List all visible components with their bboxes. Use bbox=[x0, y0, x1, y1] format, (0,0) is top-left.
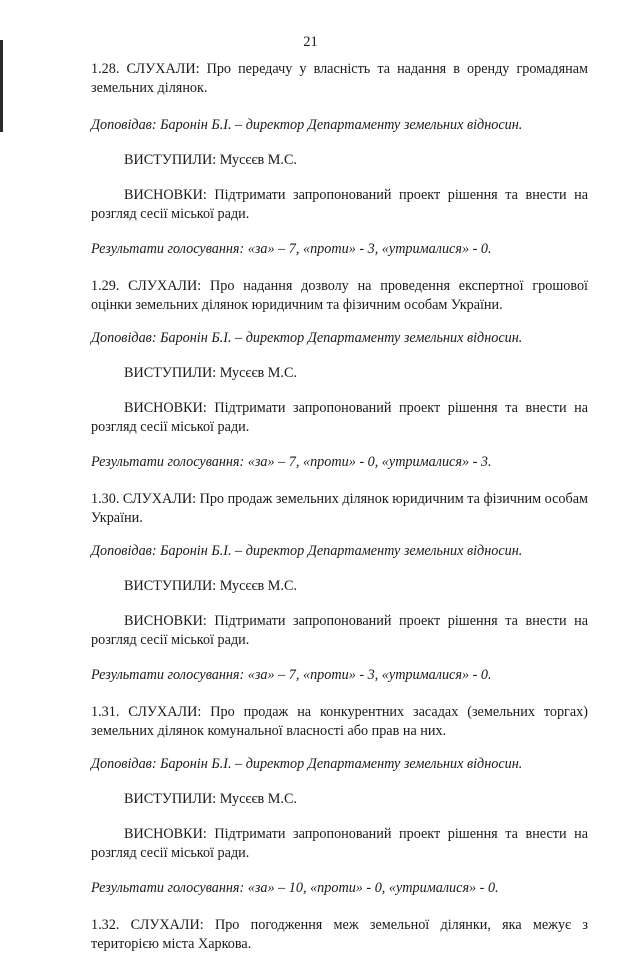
agenda-item-1-31 bbox=[91, 703, 588, 898]
agenda-item-1-29 bbox=[91, 277, 588, 472]
heard-paragraph: 1.32. СЛУХАЛИ: Про погодження меж земельної ділянки, яка межує з територією міста Харкова. bbox=[91, 917, 588, 952]
conclusions-paragraph: ВИСНОВКИ: Підтримати запропонований проект рішення та внести на розгляд сесії міської ради. bbox=[91, 400, 588, 435]
agenda-item-1-30 bbox=[91, 490, 588, 685]
heard-paragraph: 1.28. СЛУХАЛИ: Про передачу у власність та надання в оренду громадянам земельних ділянок. bbox=[91, 61, 588, 96]
reporter-line: Доповідав: Баронін Б.І. – директор Департаменту земельних відносин. bbox=[91, 756, 523, 772]
heard-paragraph: 1.31. СЛУХАЛИ: Про продаж на конкурентних засадах (земельних торгах) земельних ділянок комунальної власності або прав на них. bbox=[91, 704, 588, 739]
conclusions-paragraph: ВИСНОВКИ: Підтримати запропонований проект рішення та внести на розгляд сесії міської ради. bbox=[91, 613, 588, 648]
spoke-line: ВИСТУПИЛИ: Мусєєв М.С. bbox=[124, 791, 297, 807]
minutes-body bbox=[91, 60, 588, 954]
reporter-line: Доповідав: Баронін Б.І. – директор Департаменту земельних відносин. bbox=[91, 117, 523, 133]
heard-paragraph: 1.29. СЛУХАЛИ: Про надання дозволу на проведення експертної грошової оцінки земельних ділянок юридичним та фізичним особам України. bbox=[91, 278, 588, 313]
voting-results: Результати голосування: «за» – 7, «проти» - 0, «утрималися» - 3. bbox=[91, 454, 492, 470]
agenda-item-1-28 bbox=[91, 60, 588, 259]
spoke-line: ВИСТУПИЛИ: Мусєєв М.С. bbox=[124, 578, 297, 594]
conclusions-paragraph: ВИСНОВКИ: Підтримати запропонований проект рішення та внести на розгляд сесії міської ради. bbox=[91, 187, 588, 222]
voting-results: Результати голосування: «за» – 7, «проти» - 3, «утрималися» - 0. bbox=[91, 667, 492, 683]
page-number: 21 bbox=[303, 34, 318, 50]
reporter-line: Доповідав: Баронін Б.І. – директор Департаменту земельних відносин. bbox=[91, 330, 523, 346]
spoke-line: ВИСТУПИЛИ: Мусєєв М.С. bbox=[124, 152, 297, 168]
spoke-line: ВИСТУПИЛИ: Мусєєв М.С. bbox=[124, 365, 297, 381]
voting-results: Результати голосування: «за» – 7, «проти» - 3, «утрималися» - 0. bbox=[91, 241, 492, 257]
conclusions-paragraph: ВИСНОВКИ: Підтримати запропонований проект рішення та внести на розгляд сесії міської ради. bbox=[91, 826, 588, 861]
reporter-line: Доповідав: Баронін Б.І. – директор Департаменту земельних відносин. bbox=[91, 543, 523, 559]
scan-edge-mark bbox=[0, 40, 3, 132]
heard-paragraph: 1.30. СЛУХАЛИ: Про продаж земельних ділянок юридичним та фізичним особам України. bbox=[91, 491, 588, 526]
agenda-item-1-32 bbox=[91, 916, 588, 954]
voting-results: Результати голосування: «за» – 10, «проти» - 0, «утрималися» - 0. bbox=[91, 880, 499, 896]
